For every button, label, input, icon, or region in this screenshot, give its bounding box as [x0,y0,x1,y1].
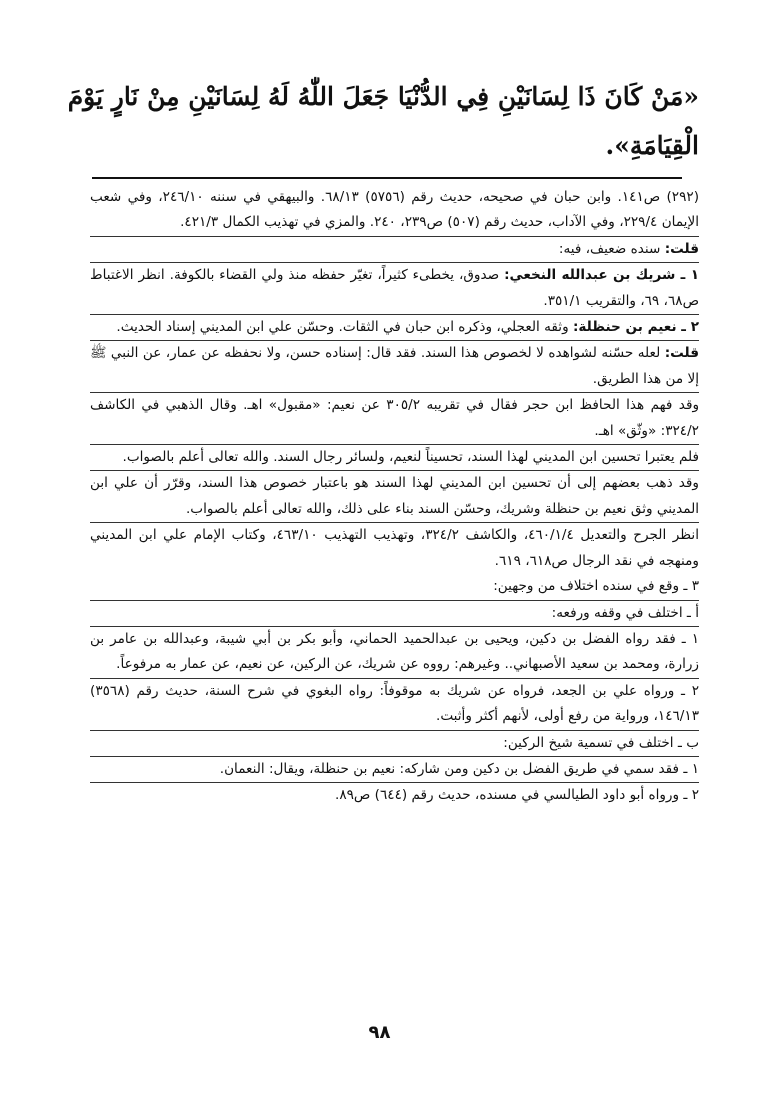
note-label: قلت: [664,345,699,362]
footnote-paragraph [90,340,699,392]
footnote-paragraph: ب ـ اختلف في تسمية شيخ الركين: [90,730,699,756]
footnote-paragraph: وقد ذهب بعضهم إلى أن تحسين ابن المديني لهذا السند هو باعتبار خصوص هذا السند، وقرّر أن علي ابن المديني وثق نعيم بن حنظلة وشريك، وحسّن السند بناء على ذلك، والله تعالى أعلم بالصواب. [90,470,699,522]
narrator-text: وثقه العجلي، وذكره ابن حبان في الثقات. وحسّن علي ابن المديني إسناد الحديث. [116,319,573,336]
footnote-paragraph: أ ـ اختلف في وقفه ورفعه: [90,600,699,626]
hadith-text: «مَنْ كَانَ ذَا لِسَانَيْنِ فِي الدُّنْيَا جَعَلَ اللّٰهُ لَهُ لِسَانَيْنِ مِنْ نَارٍ يَوْمَ الْقِيَامَةِ». [67,82,699,160]
footnote-paragraph: انظر الجرح والتعديل ٤٦٠/١/٤، والكاشف ٣٢٤/٢، وتهذيب التهذيب ٤٦٣/١٠، وكتاب الإمام علي ابن المديني ومنهجه في نقد الرجال ص٦١٨، ٦١٩. [90,522,699,574]
footnote-paragraph: ٢ ـ ورواه علي بن الجعد، فرواه عن شريك به موقوفاً: رواه البغوي في شرح السنة، حديث رقم (٣٥٦٨) ١٤٦/١٣، ورواية من رفع أولى، لأنهم أكثر وأثبت. [90,678,699,730]
footnote-separator [92,177,682,179]
note-text: لعله حسّنه لشواهده لا لخصوص هذا السند. فقد قال: إسناده حسن، ولا نحفظه عن عمار، عن النبي ﷺ إلا من هذا الطريق. [90,345,699,387]
narrator-text: صدوق، يخطىء كثيراً، تغيّر حفظه منذ ولي القضاء بالكوفة. انظر الاغتباط ص٦٨، ٦٩، والتقريب ٣٥١/١. [90,267,699,309]
footnote-paragraph [90,262,699,314]
narrator-name: ٢ ـ نعيم بن حنظلة: [572,319,699,336]
footnote-paragraph [90,314,699,340]
narrator-name: ١ ـ شريك بن عبدالله النخعي: [504,267,699,284]
note-label: قلت: [664,240,699,257]
footnote-paragraph: ١ ـ فقد سمي في طريق الفضل بن دكين ومن شاركه: نعيم بن حنظلة، ويقال: النعمان. [90,756,699,782]
footnote-paragraph: ٣ ـ وقع في سنده اختلاف من وجهين: [493,578,699,595]
page-number: ٩٨ [368,1022,391,1043]
footnote-paragraph: (٢٩٢) ص١٤١. وابن حبان في صحيحه، حديث رقم (٥٧٥٦) ٦٨/١٣. والبيهقي في سننه ٢٤٦/١٠، وفي شعب الإيمان ٢٢٩/٤، وفي الآداب، حديث رقم (٥٠٧) ص٢٣٩، ٢٤٠. والمزي في تهذيب الكمال ٤٢١/٣. [90,189,700,231]
note-text: سنده ضعيف، فيه: [558,240,665,257]
footnote-paragraph: ٢ ـ ورواه أبو داود الطيالسي في مسنده، حديث رقم (٦٤٤) ص٨٩. [90,782,699,808]
footnote-paragraph: ١ ـ فقد رواه الفضل بن دكين، ويحيى بن عبدالحميد الحماني، وأبو بكر بن أبي شيبة، وعبدالله بن عامر بن زرارة، ومحمد بن سعيد الأصبهاني.. وغيرهم: رووه عن شريك، عن الركين، عن نعيم، عن عمار به مرفوعاً. [90,626,699,678]
footnote-section [90,185,699,809]
footnote-paragraph: وقد فهم هذا الحافظ ابن حجر فقال في تقريبه ٣٠٥/٢ عن نعيم: «مقبول» اهـ. وقال الذهبي في الكاشف ٣٢٤/٢: «وثّق» اهـ. [90,392,699,444]
footnote-paragraph: فلم يعتبرا تحسين ابن المديني لهذا السند، تحسيناً لنعيم، ولسائر رجال السند. والله تعالى أعلم بالصواب. [90,444,699,470]
footnote-paragraph [90,236,699,262]
